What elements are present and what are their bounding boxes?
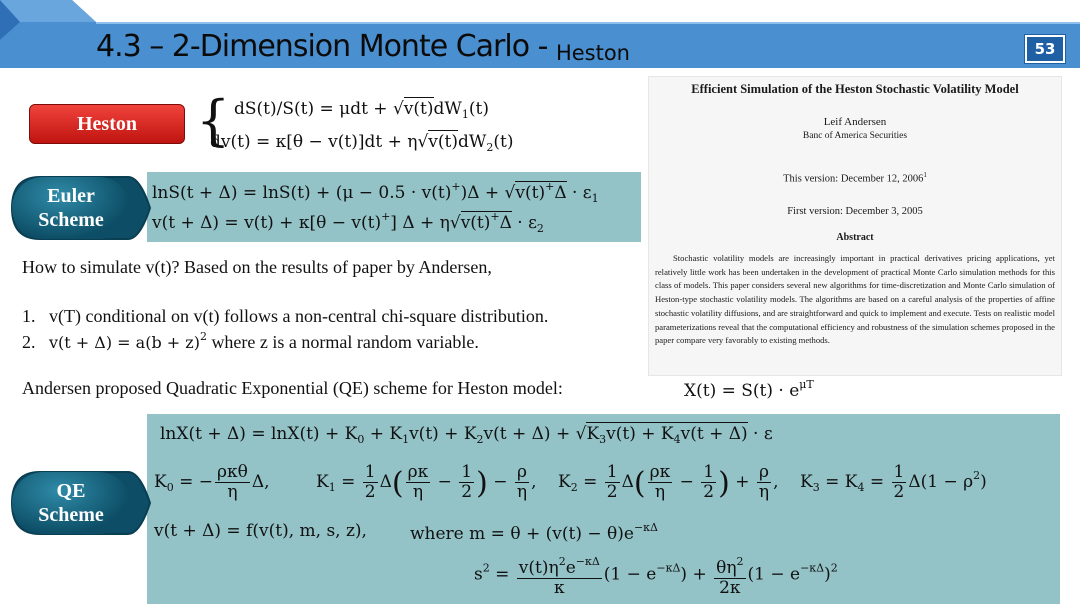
qe-scheme-label xyxy=(12,472,130,534)
list-item-1-text: v(T) conditional on v(t) follows a non-central chi-square distribution. xyxy=(49,306,549,326)
list-item-2-text: where z is a normal random variable. xyxy=(206,332,479,352)
list-item-1-number: 1. xyxy=(22,306,36,326)
euler-eq-1: $\ln S(t + \Delta) = \ln S(t) + (\mu - 0.5 \cdot v(t)^+)\Delta + √v(t)^+\Delta \cdot \varepsilon_1$ xyxy=(152,180,599,205)
qe-mean-eq: where $m = \theta + (v(t) - \theta)e^{-\kappa\Delta}$ xyxy=(410,521,658,544)
euler-label-line2: Scheme xyxy=(38,209,104,231)
paper-excerpt xyxy=(648,76,1062,376)
paper-affiliation: Banc of America Securities xyxy=(802,131,908,141)
forward-price-eq: $X(t) = S(t) \cdot e^{\mu T}$ xyxy=(684,378,814,401)
qe-k0-eq: $K_0$ = − $\frac{\text{ρκθ}}{\eta}$ Δ, xyxy=(154,462,270,502)
paper-abstract: Stochastic volatility models are increasingly important in practical derivatives pricing applications, yet relatively little work has been undertaken in the development of practical Monte Carlo simulation methods for this class of models. This paper considers several new algorithms for time-discretization and Monte Carlo simulation of Heston-type stochastic volatility models. The algorithms are based on a careful analysis of the properties of affine stochastic volatility diffusions, and are straightforward and quick to implement and execute. Tests on realistic model parameterizations reveal that the computational efficiency and robustness of the simulation schemes proposed in the paper compare very favorably to existing methods. xyxy=(655,253,1055,346)
page-title-sub: Heston xyxy=(555,41,630,65)
paper-first-version: First version: December 3, 2005 xyxy=(787,206,923,217)
paper-this-version-text: This version: December 12, 2006 xyxy=(783,173,924,185)
qe-label-line1: QE xyxy=(56,480,86,502)
page-title xyxy=(96,27,630,67)
how-to-simulate-text: How to simulate v(t)? Based on the results of paper by Andersen, xyxy=(22,257,492,277)
euler-scheme-label xyxy=(12,177,130,239)
paper-this-version xyxy=(649,171,1061,185)
list-item-1 xyxy=(22,306,548,327)
heston-label: Heston xyxy=(29,104,185,144)
list-item-2-number: 2. xyxy=(22,332,36,352)
euler-eq-2: v(t + Δ) = v(t) + κ[θ − v(t)+] $\Delta + \eta√v(t)^+\Delta \cdot \varepsilon_2$ xyxy=(152,210,544,235)
qe-log-price-eq: $\ln X(t + \Delta) = \ln X(t) + K_0 + K_1v(t) + K_2v(t + \Delta) + √K_3v(t) + K_4v(t + \Delta) \cdot \varepsilon$ xyxy=(160,424,773,446)
page-title-main: 4.3 – 2-Dimension Monte Carlo - xyxy=(96,29,556,64)
paper-abstract-heading: Abstract xyxy=(836,232,874,243)
paper-this-version-footnote: 1 xyxy=(923,171,927,179)
paper-title: Efficient Simulation of the Heston Stochastic Volatility Model xyxy=(691,82,1019,96)
heston-brace: { xyxy=(196,89,231,152)
andersen-proposal: Andersen proposed Quadratic Exponential (QE) scheme for Heston model: xyxy=(22,378,563,398)
qe-where-word: where xyxy=(410,524,464,544)
page-number-badge: 53 xyxy=(1025,35,1065,63)
heston-sde-2: $dv(t) = \kappa[\theta - v(t)]dt + \eta√v(t)dW_2(t)$ xyxy=(210,132,514,154)
euler-label-line1: Euler xyxy=(47,185,95,207)
andersen-text xyxy=(22,378,563,399)
list-item-2-math: $v(t + \Delta) = a(b + z)^2$ xyxy=(49,330,207,352)
qe-s2-eq: $s^2$ = $\frac{v(t)\eta^2e^{-\kappa\Delta}}{\kappa}$ $(1 - e^{-\kappa\Delta})$ + $\frac{\theta\eta^2}{2\kappa}$ $(1 - e^{-\kappa\Delta})^2$ xyxy=(474,552,838,598)
qe-k2-eq: $K_2$ = $\frac{1}{2}$ Δ( $\frac{\rho\kappa}{\eta}$ − $\frac{1}{2}$ ) + $\frac{\rho}{\eta}$ , xyxy=(558,462,779,502)
heston-sde-1: $dS(t)/S(t) = \mu dt + √v(t)dW_1(t)$ xyxy=(234,99,489,121)
qe-variance-eq: v(t + Δ) = f(v(t), m, s, z), xyxy=(154,521,367,541)
paper-author: Leif Andersen xyxy=(823,116,887,128)
qe-label-line2: Scheme xyxy=(38,504,104,526)
list-item-2 xyxy=(22,330,479,353)
qe-k1-eq: $K_1$ = $\frac{1}{2}$ Δ( $\frac{\rho\kappa}{\eta}$ − $\frac{1}{2}$ ) − $\frac{\rho}{\eta}$ , xyxy=(316,462,537,502)
qe-k3-k4-eq: $K_3 = K_4$ = $\frac{1}{2}$ $\Delta(1 - \rho^2)$ xyxy=(800,462,987,502)
